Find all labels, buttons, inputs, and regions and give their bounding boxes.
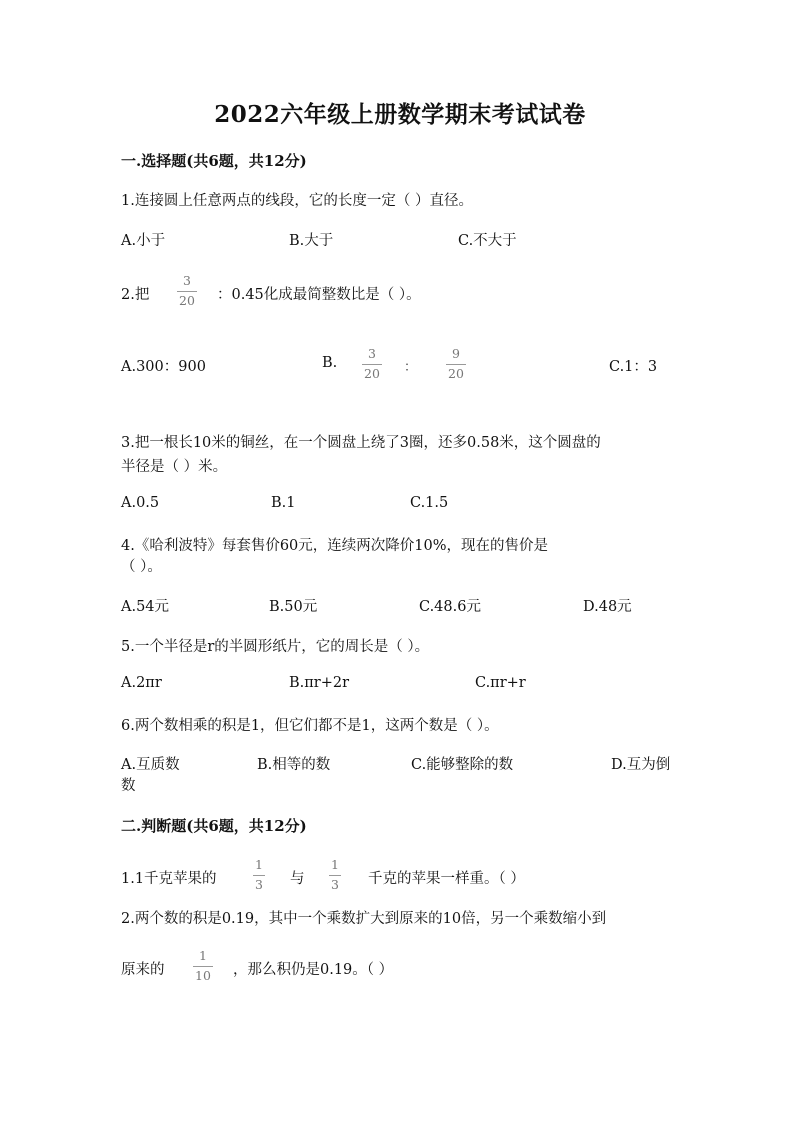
question-6-option-a: A.互质数 — [121, 757, 180, 773]
question-3-option-a: A.0.5 — [121, 495, 160, 511]
question-5-option-b: B.πr+2r — [289, 675, 350, 691]
question-3-option-b: B.1 — [271, 495, 296, 511]
fraction-numerator: 1 — [331, 857, 339, 872]
question-2-option-a: A.300：900 — [121, 359, 206, 375]
question-6-option-d: D.互为倒 — [611, 757, 671, 773]
question-6-option-c: C.能够整除的数 — [411, 757, 514, 773]
judgement-1-fraction-2 — [329, 859, 341, 891]
question-4-option-d: D.48元 — [583, 599, 632, 615]
fraction-numerator: 3 — [367, 346, 376, 361]
question-2-option-b-colon: ： — [404, 360, 418, 375]
question-3-stem-line-1: 3.把一根长10米的铜丝，在一个圆盘上绕了3圈，还多0.58米，这个圆盘的 — [121, 435, 601, 451]
page-title: 2022六年级上册数学期末考试试卷 — [214, 101, 586, 128]
question-6-option-b: B.相等的数 — [257, 757, 331, 773]
question-2-option-c: C.1：3 — [609, 359, 658, 375]
fraction-denominator: 20 — [448, 365, 464, 381]
judgement-1-suffix: 千克的苹果一样重。（ ） — [368, 871, 525, 887]
fraction-denominator: 3 — [255, 876, 263, 892]
question-4-stem-line-1: 4.《哈利波特》每套售价60元，连续两次降价10%，现在的售价是 — [121, 538, 549, 554]
fraction-denominator: 20 — [364, 365, 380, 381]
fraction-numerator: 1 — [198, 948, 207, 963]
judgement-1-fraction-1 — [253, 859, 265, 891]
question-4-option-b: B.50元 — [269, 599, 318, 615]
fraction-denominator: 20 — [179, 292, 195, 308]
judgement-2-line-1: 2.两个数的积是0.19，其中一个乘数扩大到原来的10倍，另一个乘数缩小到 — [121, 911, 607, 927]
question-6-option-d-continued: 数 — [121, 778, 136, 794]
fraction-denominator: 10 — [195, 967, 211, 983]
question-5-option-c: C.πr+r — [475, 675, 526, 691]
question-2-option-b-fraction-1 — [362, 348, 382, 380]
question-1-option-a: A.小于 — [121, 233, 166, 249]
fraction-denominator: 3 — [331, 876, 339, 892]
question-2-stem-suffix: ：0.45化成最简整数比是（ ）。 — [217, 287, 421, 303]
question-2-stem-fraction — [177, 275, 197, 307]
question-4-option-c: C.48.6元 — [419, 599, 481, 615]
question-2-option-b-fraction-2 — [446, 348, 466, 380]
question-5-option-a: A.2πr — [121, 675, 162, 691]
question-4-option-a: A.54元 — [121, 599, 170, 615]
section-heading-choice: 一.选择题(共6题，共12分) — [121, 152, 307, 170]
judgement-2-prefix: 原来的 — [121, 962, 165, 978]
question-3-stem-line-2: 半径是（ ）米。 — [121, 459, 228, 475]
judgement-1-prefix: 1.1千克苹果的 — [121, 871, 217, 887]
question-2-option-b-label: B. — [322, 355, 338, 371]
judgement-1-middle: 与 — [290, 871, 305, 887]
question-4-stem-line-2: （ ）。 — [121, 559, 162, 575]
question-1-option-b: B.大于 — [289, 233, 334, 249]
question-2-stem-prefix: 2.把 — [121, 287, 150, 303]
question-1-option-c: C.不大于 — [458, 233, 517, 249]
question-5-stem: 5.一个半径是r的半圆形纸片，它的周长是（ ）。 — [121, 639, 430, 655]
fraction-numerator: 9 — [451, 346, 460, 361]
question-6-stem: 6.两个数相乘的积是1，但它们都不是1，这两个数是（ ）。 — [121, 718, 499, 734]
question-1-stem: 1.连接圆上任意两点的线段，它的长度一定（ ）直径。 — [121, 193, 473, 209]
section-heading-judgement: 二.判断题(共6题，共12分) — [121, 817, 307, 835]
judgement-2-fraction — [193, 950, 213, 982]
judgement-2-suffix: ，那么积仍是0.19。（ ） — [233, 962, 394, 978]
fraction-numerator: 1 — [255, 857, 263, 872]
fraction-numerator: 3 — [182, 273, 191, 288]
question-3-option-c: C.1.5 — [410, 495, 449, 511]
